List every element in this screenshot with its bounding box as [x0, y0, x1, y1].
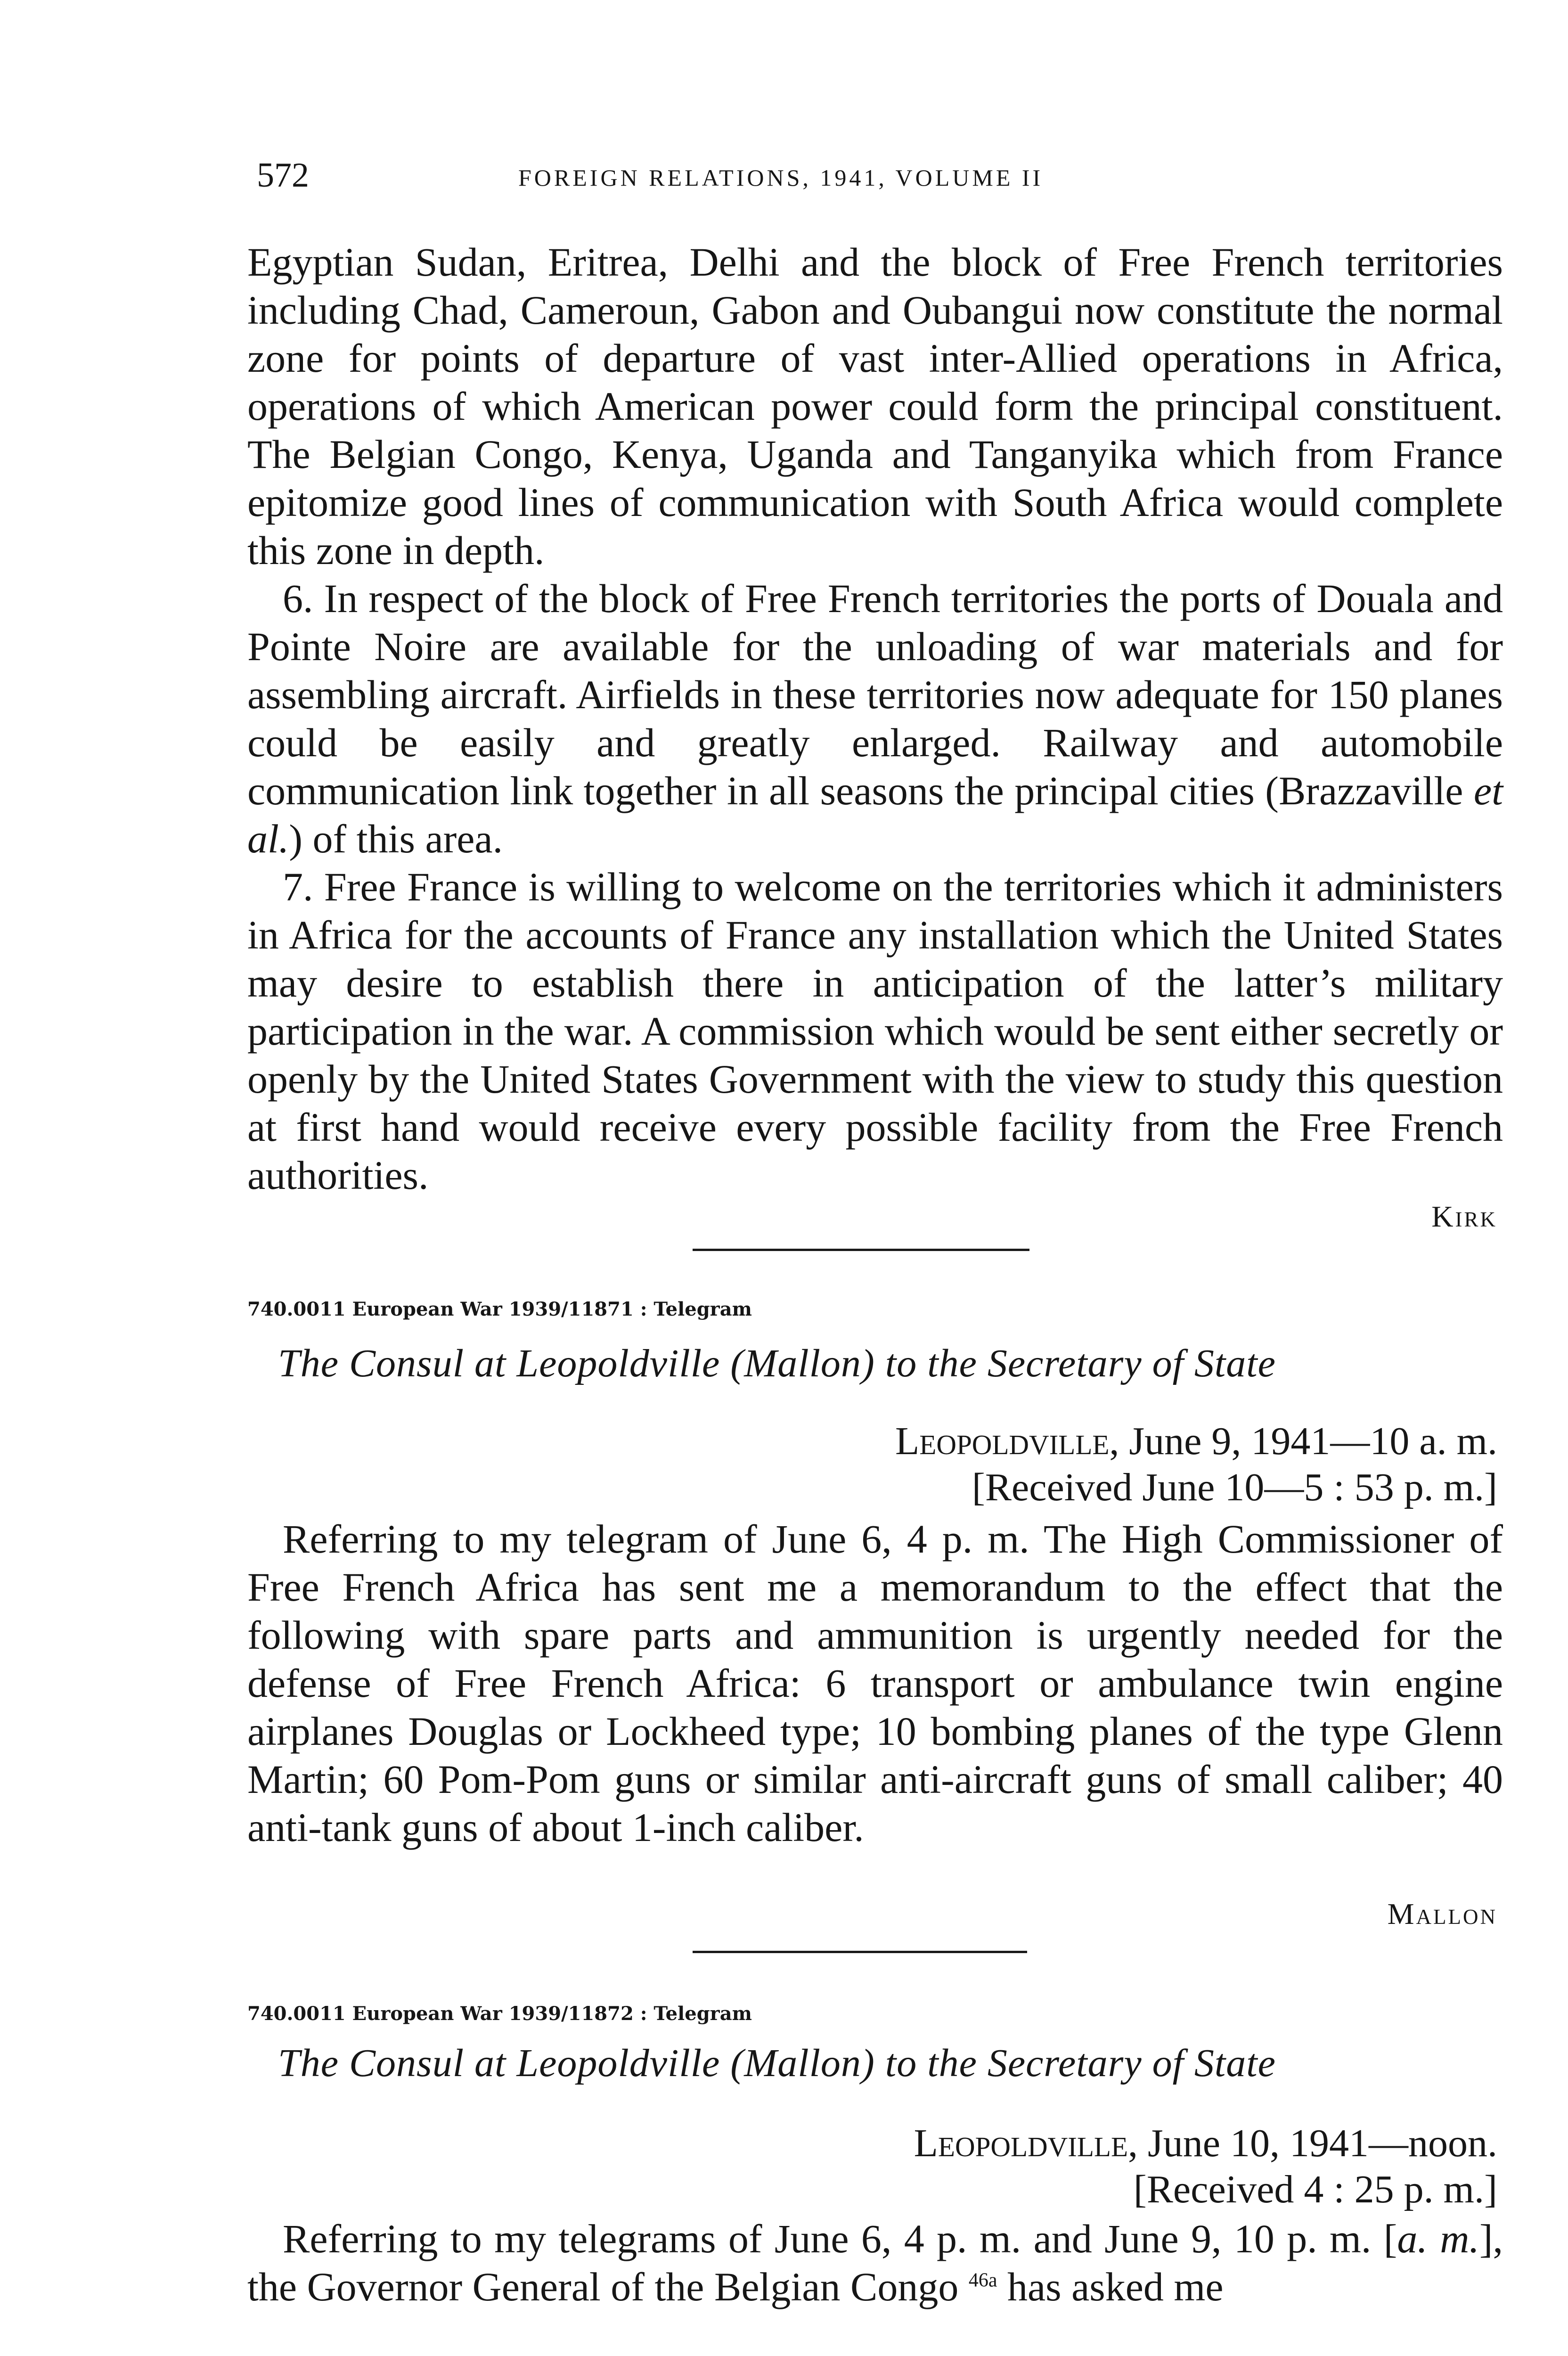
section-divider [693, 1249, 1029, 1251]
dateline-2 [914, 2120, 1497, 2213]
date-line-1: Leopoldville, June 9, 1941—10 a. m. [895, 1419, 1497, 1463]
paragraph-7: 7. Free France is willing to welcome on the territories which it administers in Africa for the accounts of France any installation which the United States may desire to establish there in anticipation of the latter’s military participation in the war. A commission which would be sent either secretly or openly by the United States Government with the view to study this question at first hand would receive every possible facility from the Free French authorities. [247, 864, 1503, 1198]
running-head: FOREIGN RELATIONS, 1941, VOLUME II [518, 164, 1044, 191]
date-line-2: Leopoldville, June 10, 1941—noon. [914, 2121, 1497, 2165]
signature-mallon: Mallon [1387, 1897, 1497, 1931]
telegram-paragraph-2: Referring to my telegrams of June 6, 4 p. m. and June 9, 10 p. m. [a. m.], the Governor General of the Belgian Congo $^{46a}$ has asked me [247, 2216, 1503, 2309]
page-number: 572 [257, 156, 309, 195]
signature-kirk: Kirk [1431, 1200, 1497, 1233]
telegram-paragraph-1: Referring to my telegram of June 6, 4 p. m. The High Commissioner of Free French Africa has sent me a memorandum to the effect that the following with spare parts and ammunition is urgently needed for the defense of Free French Africa: 6 transport or ambulance twin engine airplanes Douglas or Lockheed type; 10 bombing planes of the type Glenn Martin; 60 Pom-Pom guns or similar anti-aircraft guns of small caliber; 40 anti-tank guns of about 1-inch caliber. [247, 1516, 1503, 1850]
document-title-2: The Consul at Leopoldville (Mallon) to the Secretary of State [278, 2041, 1276, 2085]
paragraph-6: 6. In respect of the block of Free French territories the ports of Douala and Pointe Noire are available for the unloading of war materials and for assembling aircraft. Airfields in these territories now adequate for 150 planes could be easily and greatly enlarged. Railway and automobile communication link together in all seasons the principal cities (Brazzaville et al.) of this area. [247, 576, 1503, 861]
file-reference-2: 740.0011 European War 1939/11872 : Telegram [247, 2003, 752, 2025]
place-2: Leopoldville [914, 2121, 1128, 2165]
paragraph-5-continued: Egyptian Sudan, Eritrea, Delhi and the block of Free French territories including Chad, Cameroun, Gabon and Oubangui now constitute the normal zone for points of departure of vast inter-Allied operations in Africa, operations of which American power could form the principal constituent. The Belgian Congo, Kenya, Uganda and Tanganyika which from France epitomize good lines of communication with South Africa would complete this zone in depth. [247, 239, 1503, 573]
place-1: Leopoldville [895, 1419, 1110, 1463]
continued-dispatch [247, 238, 1503, 1199]
italic-am: a. m. [1397, 2216, 1479, 2261]
document-title-1: The Consul at Leopoldville (Mallon) to the Secretary of State [278, 1342, 1276, 1385]
italic-et-al: et al. [247, 768, 1503, 861]
telegram-body-2 [247, 2215, 1503, 2311]
telegram-body-1 [247, 1515, 1503, 1851]
page-header [257, 155, 1501, 198]
file-reference-1: 740.0011 European War 1939/11871 : Telegram [247, 1298, 752, 1320]
received-line-1: [Received June 10—5 : 53 p. m.] [972, 1465, 1497, 1509]
footnote-reference: 46a [968, 2269, 997, 2291]
received-line-2: [Received 4 : 25 p. m.] [1133, 2168, 1497, 2211]
section-divider-2 [693, 1951, 1027, 1953]
dateline-1 [895, 1418, 1497, 1511]
